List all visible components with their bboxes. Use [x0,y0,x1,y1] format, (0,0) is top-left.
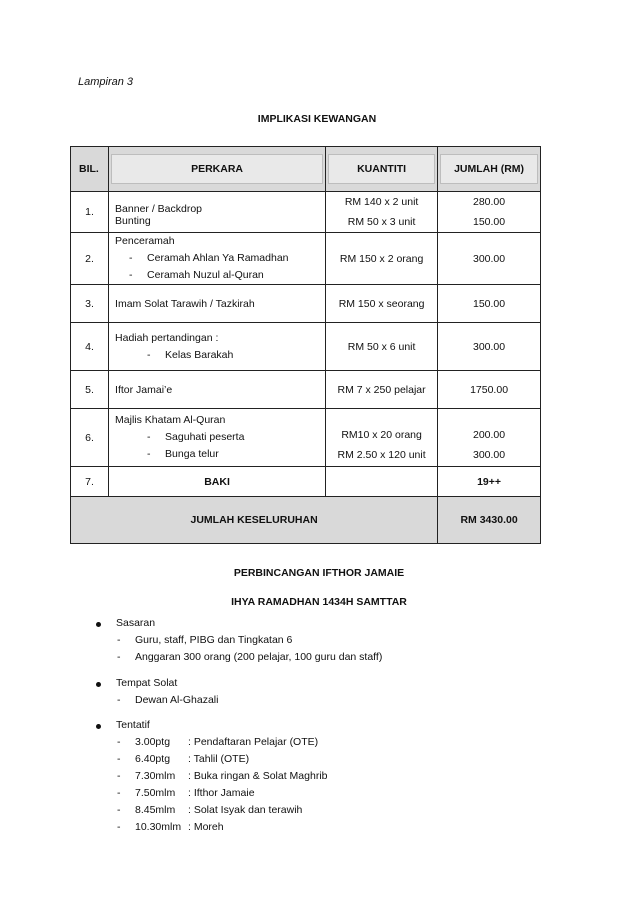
header-jumlah: JUMLAH (RM) [438,147,541,192]
implikasi-kewangan-table [70,146,541,544]
total-value: RM 3430.00 [438,497,541,544]
schedule-item: - 7.30mlm : Buka ringan & Solat Maghrib [117,770,328,782]
header-kuantiti: KUANTITI [326,147,438,192]
table-row [71,285,541,323]
list-item: - Dewan Al-Ghazali [117,694,219,706]
row-perkara: Iftor Jamai’e [109,371,326,409]
row-jumlah: 200.00 300.00 [438,409,541,467]
bullet-dot-icon [96,682,101,687]
table-header-row [71,147,541,192]
header-perkara: PERKARA [109,147,326,192]
lampiran-label: Lampiran 3 [78,76,134,88]
row-perkara: Penceramah - Ceramah Ahlan Ya Ramadhan - Ceramah Nuzul al-Quran [109,233,326,285]
table-row [71,371,541,409]
row-perkara: BAKI [109,467,326,497]
section-title: PERBINCANGAN IFTHOR JAMAIE [233,567,405,579]
table-row [71,467,541,497]
bullet-dot-icon [96,724,101,729]
total-row [71,497,541,544]
row-bil: 1. [71,192,109,233]
schedule-item: - 7.50mlm : Ifthor Jamaie [117,787,255,799]
row-kuantiti: RM 150 x 2 orang [326,233,438,285]
row-bil: 3. [71,285,109,323]
row-bil: 5. [71,371,109,409]
row-perkara: Hadiah pertandingan : - Kelas Barakah [109,323,326,371]
row-kuantiti: RM 7 x 250 pelajar [326,371,438,409]
schedule-item: - 8.45mlm : Solat Isyak dan terawih [117,804,303,816]
table-row [71,409,541,467]
row-kuantiti [326,467,438,497]
total-label: JUMLAH KESELURUHAN [71,497,438,544]
section-subtitle: IHYA RAMADHAN 1434H SAMTTAR [231,596,407,608]
row-perkara: Majlis Khatam Al-Quran - Saguhati peserta - Bunga telur [109,409,326,467]
schedule-item: - 10.30mlm : Moreh [117,821,224,833]
row-jumlah: 300.00 [438,233,541,285]
list-item: - Anggaran 300 orang (200 pelajar, 100 guru dan staff) [117,651,383,663]
row-perkara: Imam Solat Tarawih / Tazkirah [109,285,326,323]
header-bil: BIL. [71,147,109,192]
row-kuantiti: RM 150 x seorang [326,285,438,323]
schedule-item: - 3.00ptg : Pendaftaran Pelajar (OTE) [117,736,319,748]
row-bil: 4. [71,323,109,371]
row-bil: 2. [71,233,109,285]
table-row [71,192,541,233]
row-jumlah: 300.00 [438,323,541,371]
row-kuantiti: RM 50 x 6 unit [326,323,438,371]
row-jumlah: 1750.00 [438,371,541,409]
table-row [71,323,541,371]
row-jumlah: 280.00 150.00 [438,192,541,233]
table-row [71,233,541,285]
bullet-dot-icon [96,622,101,627]
row-jumlah: 19++ [438,467,541,497]
page-title: IMPLIKASI KEWANGAN [257,113,377,125]
row-kuantiti: RM 140 x 2 unit RM 50 x 3 unit [326,192,438,233]
list-item: - Guru, staff, PIBG dan Tingkatan 6 [117,634,293,646]
row-perkara: Banner / Backdrop Bunting [109,192,326,233]
row-jumlah: 150.00 [438,285,541,323]
row-kuantiti: RM10 x 20 orang RM 2.50 x 120 unit [326,409,438,467]
row-bil: 7. [71,467,109,497]
row-bil: 6. [71,409,109,467]
schedule-item: - 6.40ptg : Tahlil (OTE) [117,753,250,765]
